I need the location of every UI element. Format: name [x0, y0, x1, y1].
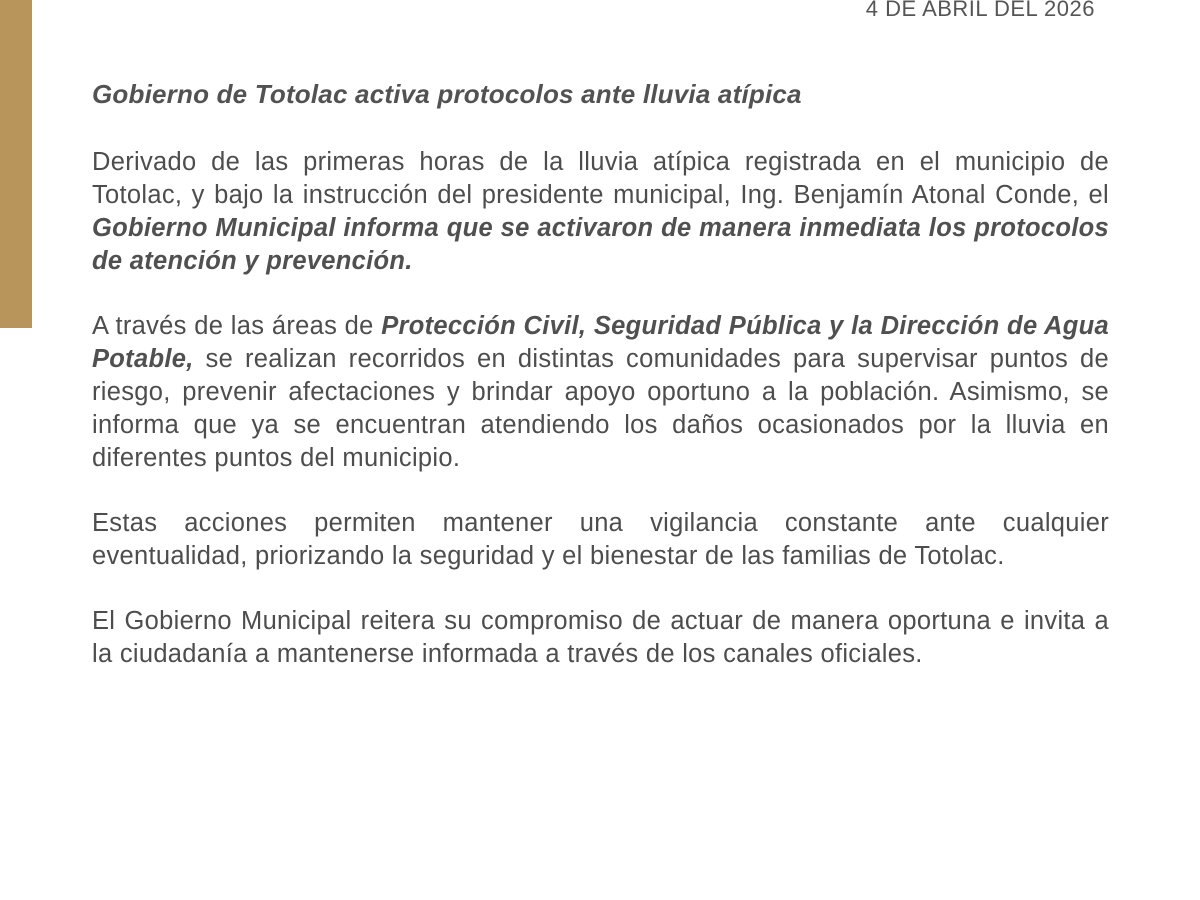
paragraph-text: A través de las áreas de — [92, 312, 382, 340]
paragraph-emphasis: Protección Civil, Seguridad Pública y la Dirección de Agua Potable, — [92, 312, 1109, 373]
press-release-title: Gobierno de Totolac activa protocolos ante lluvia atípica — [92, 79, 802, 109]
paragraph-text: Estas acciones permiten mantener una vigilancia constante ante cualquier eventualidad, priorizando la seguridad y el bienestar de las familias de Totolac. — [92, 509, 1109, 570]
gold-accent-bar — [0, 0, 32, 328]
press-release-body — [92, 76, 1109, 703]
paragraph-2 — [92, 310, 1109, 475]
paragraph-text: El Gobierno Municipal reitera su compromiso de actuar de manera oportuna e invita a la ciudadanía a mantenerse informada a través de los canales oficiales. — [92, 607, 1109, 668]
paragraph-text: Derivado de las primeras horas de la lluvia atípica registrada en el municipio de Totolac, y bajo la instrucción del presidente municipal, Ing. Benjamín Atonal Conde, el — [92, 148, 1109, 209]
paragraph-4 — [92, 605, 1109, 671]
paragraph-emphasis: Gobierno Municipal informa que se activaron de manera inmediata los protocolos de atención y prevención. — [92, 214, 1109, 275]
paragraph-text: se realizan recorridos en distintas comunidades para supervisar puntos de riesgo, prevenir afectaciones y brindar apoyo oportuno a la población. Asimismo, se informa que ya se encuentran atendiendo los daños ocasionados por la lluvia en diferentes puntos del municipio. — [92, 345, 1109, 472]
paragraph-1 — [92, 146, 1109, 278]
document-date: 4 DE ABRIL DEL 2026 — [865, 0, 1095, 21]
paragraph-3 — [92, 507, 1109, 573]
